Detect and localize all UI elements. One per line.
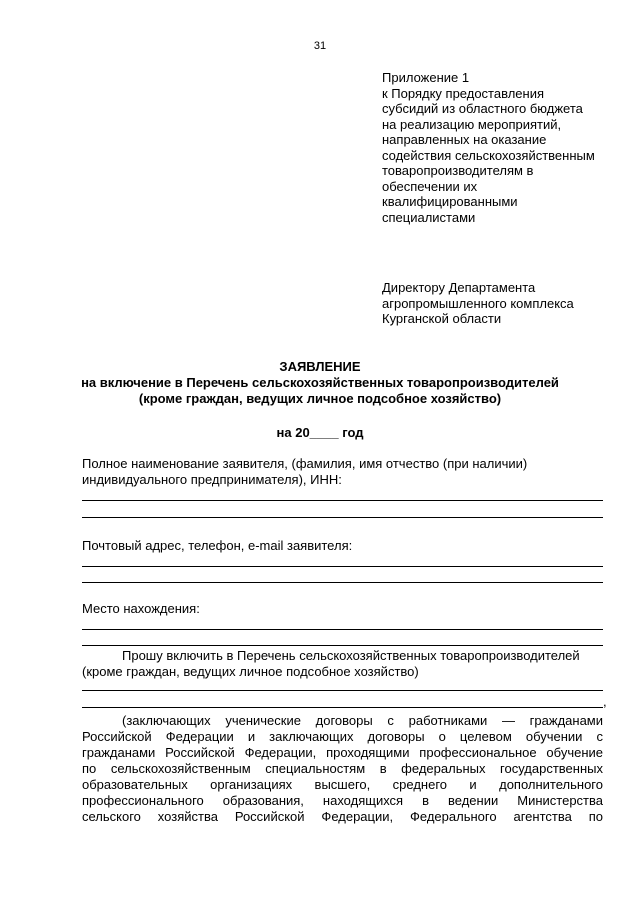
page-number: 31 [313, 40, 327, 52]
title-heading: ЗАЯВЛЕНИЕ [279, 359, 361, 374]
addressee-line: агропромышленного комплекса [382, 295, 574, 311]
appendix-note [382, 70, 595, 225]
request-text [82, 648, 603, 680]
location-blank-line[interactable] [82, 645, 603, 646]
addressee-block [382, 280, 574, 327]
applicant-name-blank-line[interactable] [82, 517, 603, 518]
applicant-name-line-2: индивидуального предпринимателя), ИНН: [82, 472, 342, 487]
postal-address-blank-line[interactable] [82, 582, 603, 583]
addressee-line: Директору Департамента [382, 280, 536, 295]
location-blank-line[interactable] [82, 629, 603, 630]
document-title [0, 359, 640, 407]
request-body-line: профессионального образования, находящихся в ведении Министерства [82, 793, 603, 808]
title-line-1: на включение в Перечень сельскохозяйственных товаропроизводителей [81, 375, 559, 390]
appendix-line: к Порядку предоставления [382, 85, 544, 101]
request-body-line: сельского хозяйства Российской Федерации, Федерального агентства по [82, 809, 603, 824]
title-line-2: (кроме граждан, ведущих личное подсобное хозяйство) [138, 391, 502, 406]
postal-address-label: Почтовый адрес, телефон, e-mail заявителя: [82, 538, 353, 553]
request-line-1: Прошу включить в Перечень сельскохозяйственных товаропроизводителей [122, 648, 580, 663]
applicant-name-label [82, 456, 527, 488]
appendix-line: товаропроизводителям в [382, 163, 534, 178]
request-body-line: гражданами Российской Федерации, проходящими профессиональное обучение [82, 745, 603, 760]
location-label: Место нахождения: [82, 601, 200, 616]
applicant-name-line-1: Полное наименование заявителя, (фамилия, имя отчество (при наличии) [82, 456, 528, 471]
appendix-line: субсидий из областного бюджета [382, 101, 583, 116]
postal-address-blank-line[interactable] [82, 566, 603, 567]
request-blank-line[interactable] [82, 707, 603, 708]
addressee-line: Курганской области [382, 311, 502, 326]
appendix-line: направленных на оказание [382, 132, 547, 147]
request-body-line: (заключающих ученические договоры с работниками — гражданами [122, 713, 603, 728]
appendix-line: Приложение 1 [382, 70, 470, 85]
request-blank-line[interactable] [82, 690, 603, 691]
appendix-line: на реализацию мероприятий, [382, 116, 562, 132]
appendix-line: квалифицированными [382, 194, 518, 209]
request-line-2: (кроме граждан, ведущих личное подсобное хозяйство) [82, 664, 419, 679]
appendix-line: содействия сельскохозяйственным [382, 147, 595, 163]
applicant-name-blank-line[interactable] [82, 500, 603, 501]
request-comma: , [603, 694, 607, 709]
appendix-line: обеспечении их [382, 178, 478, 194]
title-year: на 20____ год [276, 425, 364, 440]
request-body-line: Российской Федерации и заключающих договоры о целевом обучении с [82, 729, 603, 744]
appendix-line: специалистами [382, 209, 476, 225]
request-body-line: образовательных организациях высшего, среднего и дополнительного [82, 777, 603, 792]
request-body-line: по сельскохозяйственным специальностям в федеральных государственных [82, 761, 603, 776]
request-body [82, 713, 603, 825]
